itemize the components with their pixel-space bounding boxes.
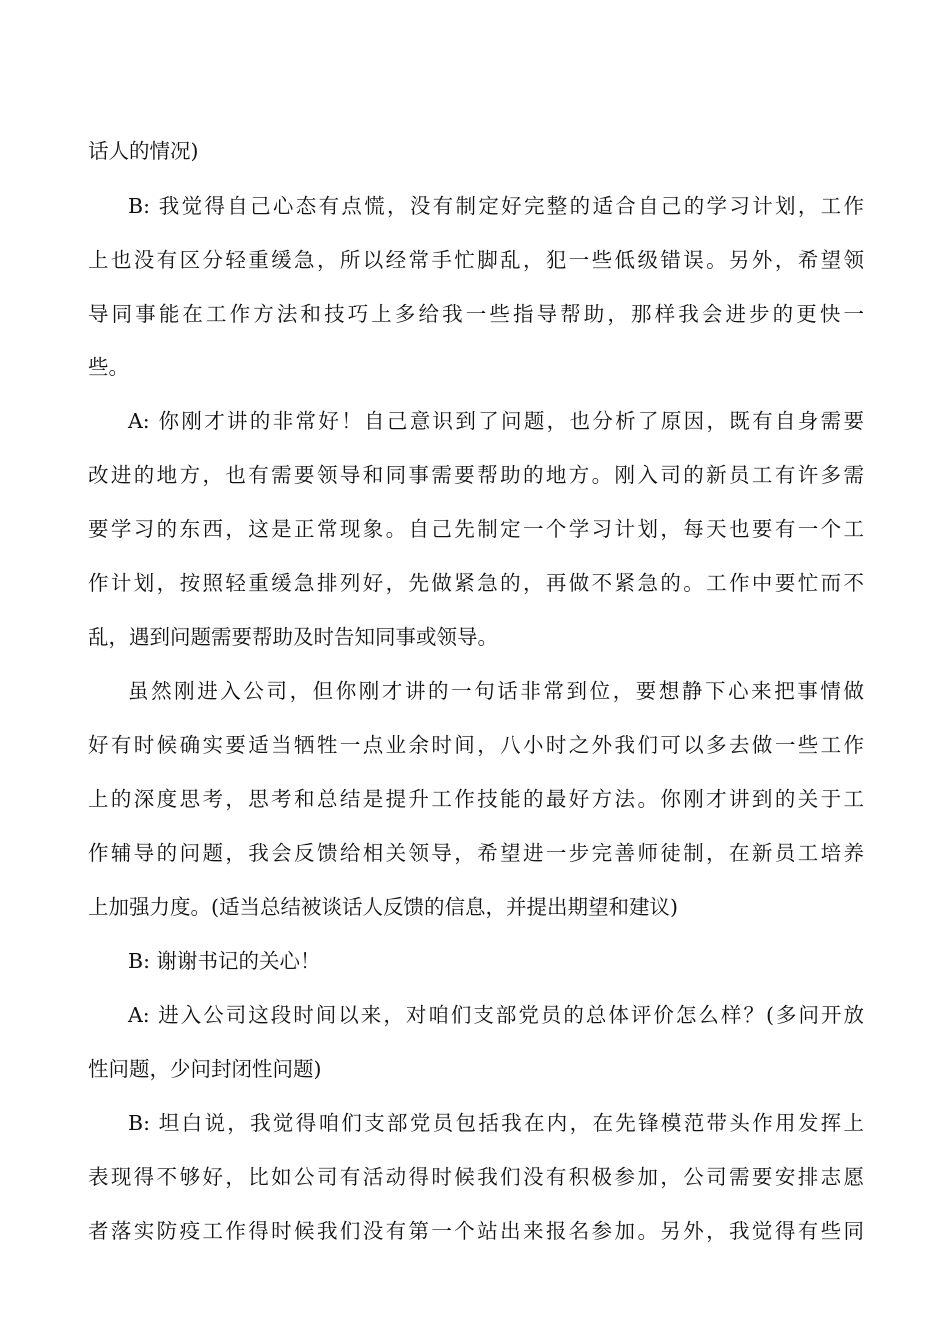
text-line: A: 你刚才讲的非常好！自己意识到了问题，也分析了原因，既有自身需要: [128, 409, 864, 433]
text-line: 表现得不够好，比如公司有活动得时候我们没有积极参加，公司需要安排志愿: [88, 1165, 864, 1189]
text-line: 话人的情况): [88, 139, 199, 163]
text-line: B: 我觉得自己心态有点慌，没有制定好完整的适合自己的学习计划，工作: [128, 194, 864, 218]
text-line: 上也没有区分轻重缓急，所以经常手忙脚乱，犯一些低级错误。另外，希望领: [88, 248, 864, 272]
text-line: B: 谢谢书记的关心！: [128, 949, 321, 973]
text-line: 好有时候确实要适当牺牲一点业余时间，八小时之外我们可以多去做一些工作: [88, 733, 864, 757]
text-line: 者落实防疫工作得时候我们没有第一个站出来报名参加。另外，我觉得有些同: [88, 1219, 864, 1243]
text-line: 作计划，按照轻重缓急排列好，先做紧急的，再做不紧急的。工作中要忙而不: [88, 571, 864, 595]
text-line: B: 坦白说，我觉得咱们支部党员包括我在内，在先锋模范带头作用发挥上: [128, 1111, 864, 1135]
text-line: 上加强力度。(适当总结被谈话人反馈的信息，并提出期望和建议): [88, 895, 678, 919]
text-line: 乱，遇到问题需要帮助及时告知同事或领导。: [88, 625, 498, 649]
text-line: 上的深度思考，思考和总结是提升工作技能的最好方法。你刚才讲到的关于工: [88, 787, 864, 811]
text-line: 要学习的东西，这是正常现象。自己先制定一个学习计划，每天也要有一个工: [88, 517, 864, 541]
text-line: 导同事能在工作方法和技巧上多给我一些指导帮助，那样我会进步的更快一: [88, 302, 864, 326]
text-line: 虽然刚进入公司，但你刚才讲的一句话非常到位，要想静下心来把事情做: [128, 679, 864, 703]
text-line: 改进的地方，也有需要领导和同事需要帮助的地方。刚入司的新员工有许多需: [88, 463, 864, 487]
text-line: 性问题，少问封闭性问题): [88, 1057, 322, 1081]
text-line: 作辅导的问题，我会反馈给相关领导，希望进一步完善师徒制，在新员工培养: [88, 841, 864, 865]
text-line: 些。: [88, 355, 129, 379]
text-line: A: 进入公司这段时间以来，对咱们支部党员的总体评价怎么样？(多问开放: [128, 1003, 864, 1027]
